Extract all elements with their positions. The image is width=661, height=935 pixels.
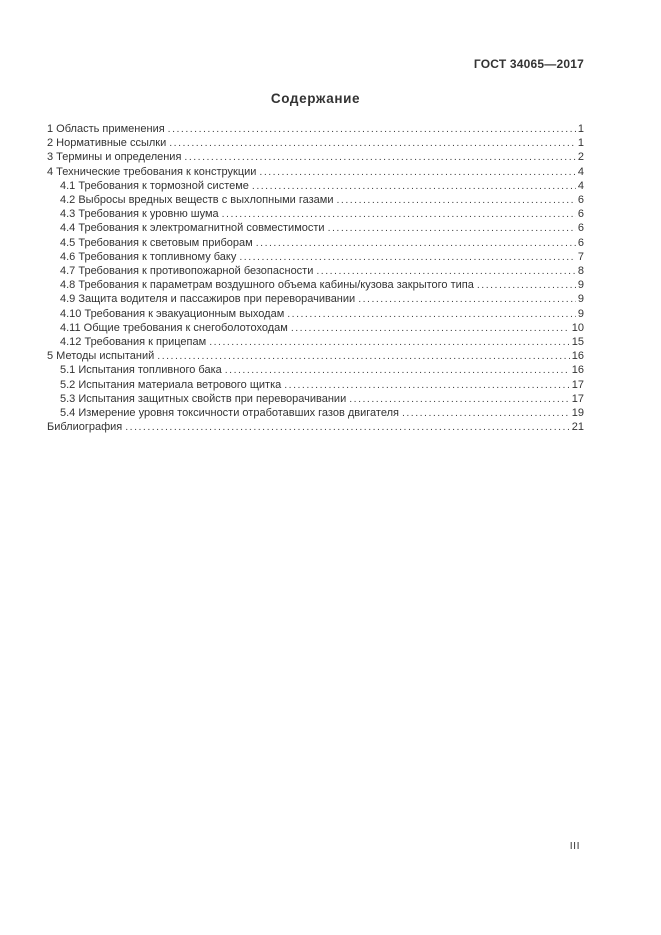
table-of-contents bbox=[47, 122, 584, 434]
toc-dot-leader bbox=[477, 278, 576, 292]
toc-entry bbox=[47, 378, 584, 392]
toc-dot-leader bbox=[168, 122, 576, 136]
toc-entry-label: 4.2 Выбросы вредных веществ с выхлопными газами bbox=[60, 194, 334, 207]
toc-entry-label: 2 Нормативные ссылки bbox=[47, 137, 167, 150]
toc-entry bbox=[47, 406, 584, 420]
toc-entry-label: 5.4 Измерение уровня токсичности отработавших газов двигателя bbox=[60, 407, 399, 420]
toc-entry bbox=[47, 264, 584, 278]
toc-entry-label: 5.2 Испытания материала ветрового щитка bbox=[60, 378, 282, 391]
toc-entry bbox=[47, 207, 584, 221]
toc-entry-page: 17 bbox=[571, 392, 584, 405]
toc-dot-leader bbox=[316, 264, 576, 278]
toc-entry-page: 6 bbox=[577, 194, 584, 207]
toc-entry bbox=[47, 321, 584, 335]
toc-entry bbox=[47, 193, 584, 207]
toc-dot-leader bbox=[402, 406, 570, 420]
toc-entry-label: 4.3 Требования к уровню шума bbox=[60, 208, 219, 221]
document-code: ГОСТ 34065—2017 bbox=[473, 57, 584, 71]
toc-entry-page: 9 bbox=[577, 293, 584, 306]
page-title: Содержание bbox=[270, 91, 361, 106]
toc-entry-label: 4.8 Требования к параметрам воздушного объема кабины/кузова закрытого типа bbox=[60, 279, 474, 292]
toc-dot-leader bbox=[259, 165, 575, 179]
toc-entry bbox=[47, 165, 584, 179]
toc-entry-label: 4.10 Требования к эвакуационным выходам bbox=[60, 307, 285, 320]
toc-entry-label: 5.1 Испытания топливного бака bbox=[60, 364, 222, 377]
toc-entry-page: 6 bbox=[577, 222, 584, 235]
toc-dot-leader bbox=[125, 420, 570, 434]
toc-entry-page: 7 bbox=[577, 250, 584, 263]
toc-entry-page: 4 bbox=[577, 165, 584, 178]
toc-dot-leader bbox=[349, 392, 570, 406]
toc-entry-label: 4.7 Требования к противопожарной безопасности bbox=[60, 265, 314, 278]
toc-dot-leader bbox=[222, 207, 576, 221]
toc-dot-leader bbox=[291, 321, 570, 335]
toc-entry-page: 8 bbox=[577, 265, 584, 278]
toc-entry-label: 5.3 Испытания защитных свойств при переворачивании bbox=[60, 392, 347, 405]
toc-dot-leader bbox=[337, 193, 576, 207]
toc-entry bbox=[47, 179, 584, 193]
toc-entry-label: 4.6 Требования к топливному баку bbox=[60, 250, 237, 263]
toc-entry-label: 4.12 Требования к прицепам bbox=[60, 336, 207, 349]
toc-entry bbox=[47, 150, 584, 164]
toc-entry-page: 1 bbox=[577, 123, 584, 135]
toc-entry bbox=[47, 236, 584, 250]
toc-dot-leader bbox=[169, 136, 576, 150]
toc-entry-page: 19 bbox=[571, 407, 584, 420]
toc-entry bbox=[47, 136, 584, 150]
toc-entry-page: 6 bbox=[577, 208, 584, 221]
toc-entry bbox=[47, 221, 584, 235]
toc-entry bbox=[47, 122, 584, 136]
toc-entry-page: 2 bbox=[577, 151, 584, 164]
toc-dot-leader bbox=[209, 335, 570, 349]
toc-entry-label: 4.11 Общие требования к снегоболотоходам bbox=[60, 321, 288, 334]
toc-entry-label: 4.1 Требования к тормозной системе bbox=[60, 179, 249, 192]
toc-entry bbox=[47, 349, 584, 363]
toc-entry bbox=[47, 420, 584, 434]
toc-dot-leader bbox=[287, 307, 576, 321]
toc-entry-page: 1 bbox=[577, 137, 584, 150]
toc-entry-page: 9 bbox=[577, 307, 584, 320]
toc-entry bbox=[47, 292, 584, 306]
toc-dot-leader bbox=[157, 349, 569, 363]
toc-entry-label: 1 Область применения bbox=[47, 123, 165, 135]
toc-dot-leader bbox=[358, 292, 576, 306]
toc-entry-label: 4.5 Требования к световым приборам bbox=[60, 236, 253, 249]
toc-entry-page: 9 bbox=[577, 279, 584, 292]
toc-dot-leader bbox=[239, 250, 576, 264]
toc-dot-leader bbox=[328, 221, 576, 235]
toc-entry-page: 16 bbox=[571, 350, 584, 363]
toc-dot-leader bbox=[184, 150, 575, 164]
toc-entry bbox=[47, 392, 584, 406]
toc-dot-leader bbox=[284, 378, 569, 392]
toc-entry-label: 4.4 Требования к электромагнитной совместимости bbox=[60, 222, 325, 235]
toc-entry-label: Библиография bbox=[47, 421, 123, 434]
toc-entry-label: 5 Методы испытаний bbox=[47, 350, 155, 363]
toc-entry-page: 6 bbox=[577, 236, 584, 249]
toc-entry-page: 15 bbox=[571, 336, 584, 349]
toc-entry-page: 21 bbox=[571, 421, 584, 434]
toc-entry-label: 4.9 Защита водителя и пассажиров при переворачивании bbox=[60, 293, 356, 306]
toc-entry bbox=[47, 363, 584, 377]
footer-page-number: III bbox=[569, 840, 580, 852]
toc-entry bbox=[47, 278, 584, 292]
toc-dot-leader bbox=[225, 363, 570, 377]
toc-dot-leader bbox=[256, 236, 576, 250]
toc-entry bbox=[47, 335, 584, 349]
toc-dot-leader bbox=[252, 179, 576, 193]
toc-entry-page: 16 bbox=[571, 364, 584, 377]
toc-entry bbox=[47, 250, 584, 264]
toc-entry-page: 4 bbox=[577, 179, 584, 192]
toc-entry-page: 17 bbox=[571, 378, 584, 391]
toc-entry-label: 4 Технические требования к конструкции bbox=[47, 165, 257, 178]
toc-entry-label: 3 Термины и определения bbox=[47, 151, 182, 164]
toc-entry bbox=[47, 307, 584, 321]
toc-entry-page: 10 bbox=[571, 321, 584, 334]
